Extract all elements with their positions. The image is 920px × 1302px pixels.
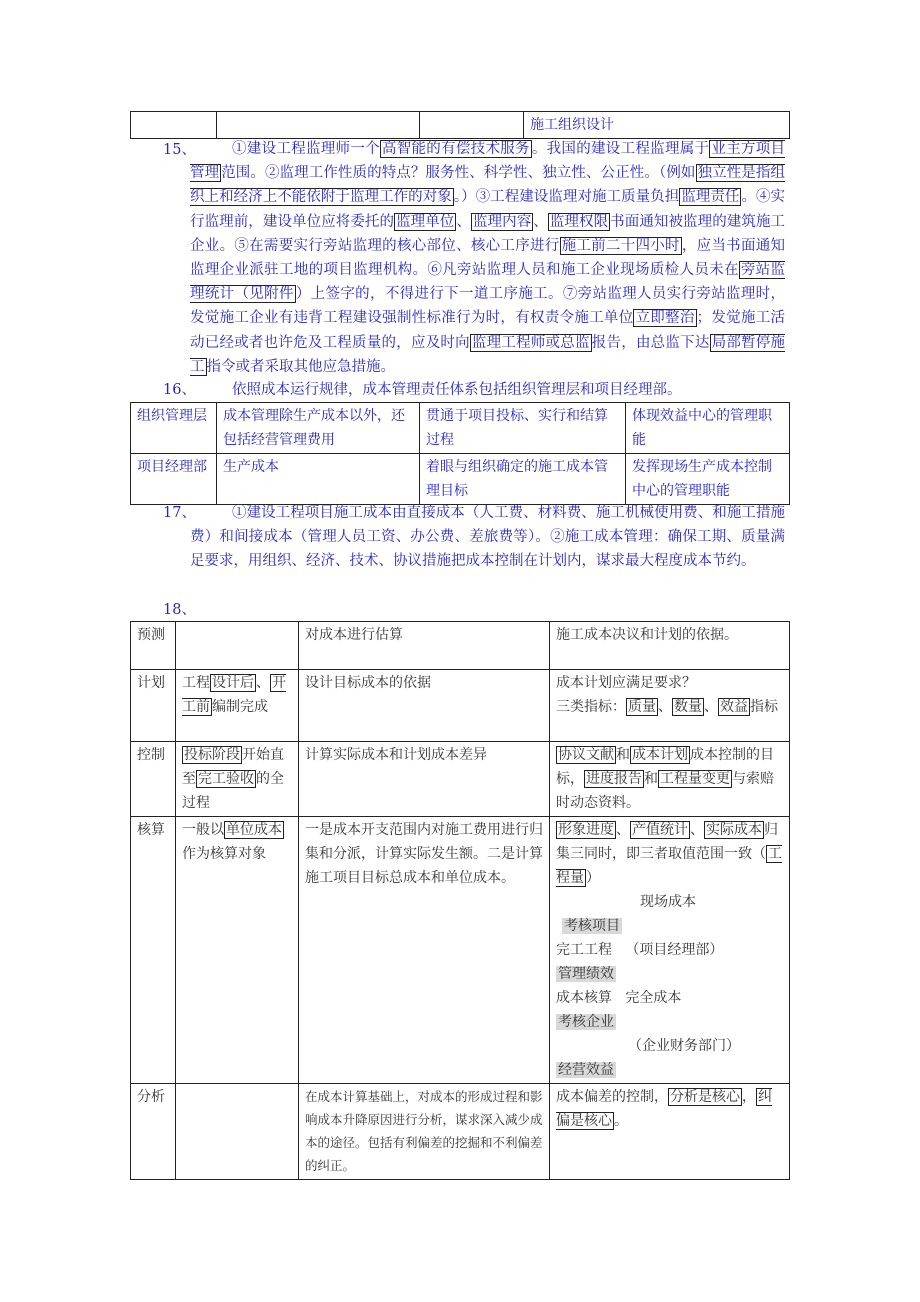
paragraph-text: 指令或者采取其他应急措施。 (206, 358, 395, 375)
table-row (131, 622, 790, 670)
table-cell (420, 112, 524, 139)
cell-text: 与索赔时动态资料。 (556, 771, 774, 811)
boxed-term: 监理责任 (681, 189, 740, 206)
boxed-term: 单位成本 (226, 822, 282, 838)
table-cell (550, 817, 790, 1084)
cell-line (556, 1058, 783, 1082)
table-cell: 贯通于项目投标、实行和结算过程 (420, 403, 626, 454)
boxed-term: 监理单位 (396, 213, 455, 230)
cell-text: 指标 (750, 699, 778, 715)
cell-text: 、 (704, 699, 718, 715)
cell-text: 成本核算 (556, 990, 612, 1006)
boxed-term: 实际成本 (706, 822, 762, 838)
table-row (131, 454, 790, 505)
table-cell: 项目经理部 (131, 454, 217, 505)
paragraph-text: 范围。②监理工作性质的特点？服务性、科学性、独立性、公正性。（例如 (221, 165, 696, 182)
table-cell: 一是成本开支范围内对施工费用进行归集和分派，计算实际发生额。二是计算施工项目目标总成本和单位成本。 (299, 817, 550, 1084)
boxed-term: 形象进度 (558, 822, 614, 838)
boxed-term: 业主方项目管理 (190, 141, 786, 182)
cell-text: 完全成本 (625, 990, 682, 1006)
table-row (131, 112, 790, 139)
row-label-analysis: 分析 (131, 1084, 176, 1180)
table-cell: 计算实际成本和计划成本差异 (299, 742, 550, 817)
boxed-term: 完工验收 (198, 771, 254, 787)
paragraph-17-text: ①建设工程项目施工成本由直接成本（人工费、材料费、施工机械使用费、和施工措施费）和间接成本（管理人员工资、办公费、差旅费等）。②施工成本管理：确保工期、质量满足要求，用组织、经济、技术、协议措施把成本控制在计划内，谋求最大程度成本节约。 (190, 505, 785, 570)
boxed-term: 产值统计 (632, 822, 688, 838)
row-label-plan: 计划 (131, 670, 176, 742)
item-number-17: 17、 (163, 505, 196, 521)
cell-text: 成本偏差的控制， (556, 1089, 668, 1105)
table-cell: 施工成本决议和计划的依据。 (550, 622, 790, 670)
paragraph-text: ；发觉施工活动已经或者也许危及工程质量的，应及时向 (190, 310, 786, 351)
boxed-term: 进度报告 (586, 771, 642, 787)
table-cell: 发挥现场生产成本控制中心的管理职能 (626, 454, 790, 505)
shaded-term: 考核企业 (558, 1014, 614, 1030)
boxed-term: 分析是核心 (670, 1089, 740, 1105)
cell-line (556, 914, 783, 938)
boxed-term: 工程量 (556, 846, 782, 886)
table-cell (176, 1084, 299, 1180)
boxed-term: 高智能的有偿技术服务 (381, 141, 530, 157)
cell-text: ） (586, 870, 600, 886)
cell-text: （企业财务部门） (628, 1038, 740, 1054)
cell-text: 一般以 (182, 822, 224, 838)
item-number-16: 16、 (163, 382, 196, 398)
boxed-term: 立即整治 (635, 310, 695, 327)
responsibility-table (130, 402, 790, 505)
shaded-term: 管理绩效 (558, 966, 614, 982)
boxed-term: 成本计划 (632, 747, 688, 763)
paragraph-text: 。我国的建设工程监理属于 (531, 141, 710, 157)
table-cell: 体现效益中心的管理职能 (626, 403, 790, 454)
cell-text: 编制完成 (212, 699, 268, 715)
boxed-term: 独立性是指组织上和经济上不能依附于监理工作的对象 (190, 165, 785, 206)
cost-process-table (130, 621, 790, 1180)
table-row (131, 1084, 790, 1180)
table-row (131, 670, 790, 742)
cell-text: （项目经理部） (625, 942, 724, 958)
cell-text: 成本计划应满足要求？ (556, 675, 696, 691)
cell-text: 三类指标： (556, 699, 626, 715)
boxed-term: 投标阶段 (184, 747, 240, 763)
cell-text: 现场成本 (640, 894, 696, 910)
table-cell (176, 670, 299, 742)
cell-text: 完工工程 (556, 942, 612, 958)
table-row (131, 742, 790, 817)
shaded-term: 经营效益 (558, 1062, 614, 1078)
boxed-term: 质量 (628, 699, 656, 715)
table-cell (176, 817, 299, 1084)
paragraph-text: 、 (456, 213, 471, 230)
boxed-term: 纠偏是核心 (556, 1089, 772, 1129)
cell-text: 成本控制的目标， (556, 747, 774, 787)
cell-line (556, 1010, 783, 1034)
paragraph-text: ）上签字的，不得进行下一道工序施工。⑦旁站监理人员实行旁站监理时，发觉施工企业有违背工程建设强制性标准行为时，有权责令施工单位 (190, 286, 786, 327)
table-cell: 生产成本 (217, 454, 420, 505)
paragraph-17 (190, 501, 785, 574)
table-cell (176, 622, 299, 670)
table-cell: 施工组织设计 (524, 112, 790, 139)
cell-text: 归集三同时，即三者取值范围一致（ (556, 822, 778, 862)
boxed-term: 监理工程师或总监 (471, 334, 590, 351)
boxed-term: 设计后 (212, 675, 254, 691)
boxed-term: 工程量变更 (660, 771, 730, 787)
cell-text: 和 (644, 771, 658, 787)
row-label-accounting: 核算 (131, 817, 176, 1084)
paragraph-text: 报告，由总监下达 (591, 334, 710, 351)
boxed-term: 效益 (720, 699, 748, 715)
paragraph-text: 。④实行监理前，建设单位应将委托的 (190, 189, 786, 230)
boxed-term: 数量 (674, 699, 702, 715)
cell-line (556, 938, 783, 962)
table-cell (176, 742, 299, 817)
table-cell (550, 670, 790, 742)
item-number-18: 18、 (163, 602, 196, 618)
cell-text: 、 (658, 699, 672, 715)
table-cell: 着眼与组织确定的施工成本管理目标 (420, 454, 626, 505)
table-cell (131, 112, 217, 139)
table-cell: 在成本计算基础上，对成本的形成过程和影响成本升降原因进行分析，谋求深入减少成本的途径。包括有利偏差的挖掘和不利偏差的纠正。 (299, 1084, 550, 1180)
cell-text: 、 (690, 822, 704, 838)
table-cell (550, 1084, 790, 1180)
cell-text: 、 (616, 822, 630, 838)
cell-text: 工程 (182, 675, 210, 691)
item-number-15: 15、 (163, 142, 196, 158)
top-table (130, 111, 790, 139)
table-cell (217, 112, 420, 139)
boxed-term: 开工前 (182, 675, 286, 715)
cell-text: 、 (256, 675, 270, 691)
table-cell: 对成本进行估算 (299, 622, 550, 670)
cell-text: 和 (616, 747, 630, 763)
table-cell: 设计目标成本的依据 (299, 670, 550, 742)
paragraph-15-indent (190, 141, 232, 157)
paragraph-16: 依照成本运行规律，成本管理责任体系包括组织管理层和项目经理部。 (232, 382, 682, 398)
cell-text: ， (742, 1089, 756, 1105)
shaded-term: 考核项目 (564, 918, 620, 934)
cell-text: 的全过程 (182, 771, 284, 811)
paragraph-text: ，应当书面通知监理企业派驻工地的项目监理机构。⑥凡旁站监理人员和施工企业现场质检人员未在 (190, 237, 786, 279)
cell-text: 。 (614, 1113, 628, 1129)
boxed-term: 局部暂停施工 (190, 334, 786, 375)
boxed-term: 监理权限 (549, 213, 609, 230)
paragraph-text: 、 (533, 213, 548, 230)
table-cell: 成本管理除生产成本以外，还包括经营管理费用 (217, 403, 420, 454)
table-row (131, 817, 790, 1084)
table-row (131, 403, 790, 454)
paragraph-text: 书面通知被监理的建筑施工企业。⑤在需要实行旁站监理的核心部位、核心工序进行 (190, 213, 786, 254)
paragraph-15 (190, 137, 785, 379)
boxed-term: 监理内容 (472, 213, 532, 230)
cell-text: 作为核算对象 (182, 846, 266, 862)
boxed-term: 旁站监理统计（见附件 (190, 262, 786, 303)
table-cell (550, 742, 790, 817)
row-label-forecast: 预测 (131, 622, 176, 670)
cell-line (556, 986, 783, 1010)
boxed-term: 施工前二十四小时 (561, 237, 680, 254)
paragraph-text: 。）③工程建设监理对施工质量负担 (453, 189, 680, 206)
row-label-control: 控制 (131, 742, 176, 817)
table-cell: 组织管理层 (131, 403, 217, 454)
paragraph-text: ①建设工程监理师一个 (232, 141, 380, 157)
cell-text: 开始直至 (182, 747, 284, 787)
boxed-term: 协议文献 (558, 747, 614, 763)
cell-line (556, 962, 783, 986)
